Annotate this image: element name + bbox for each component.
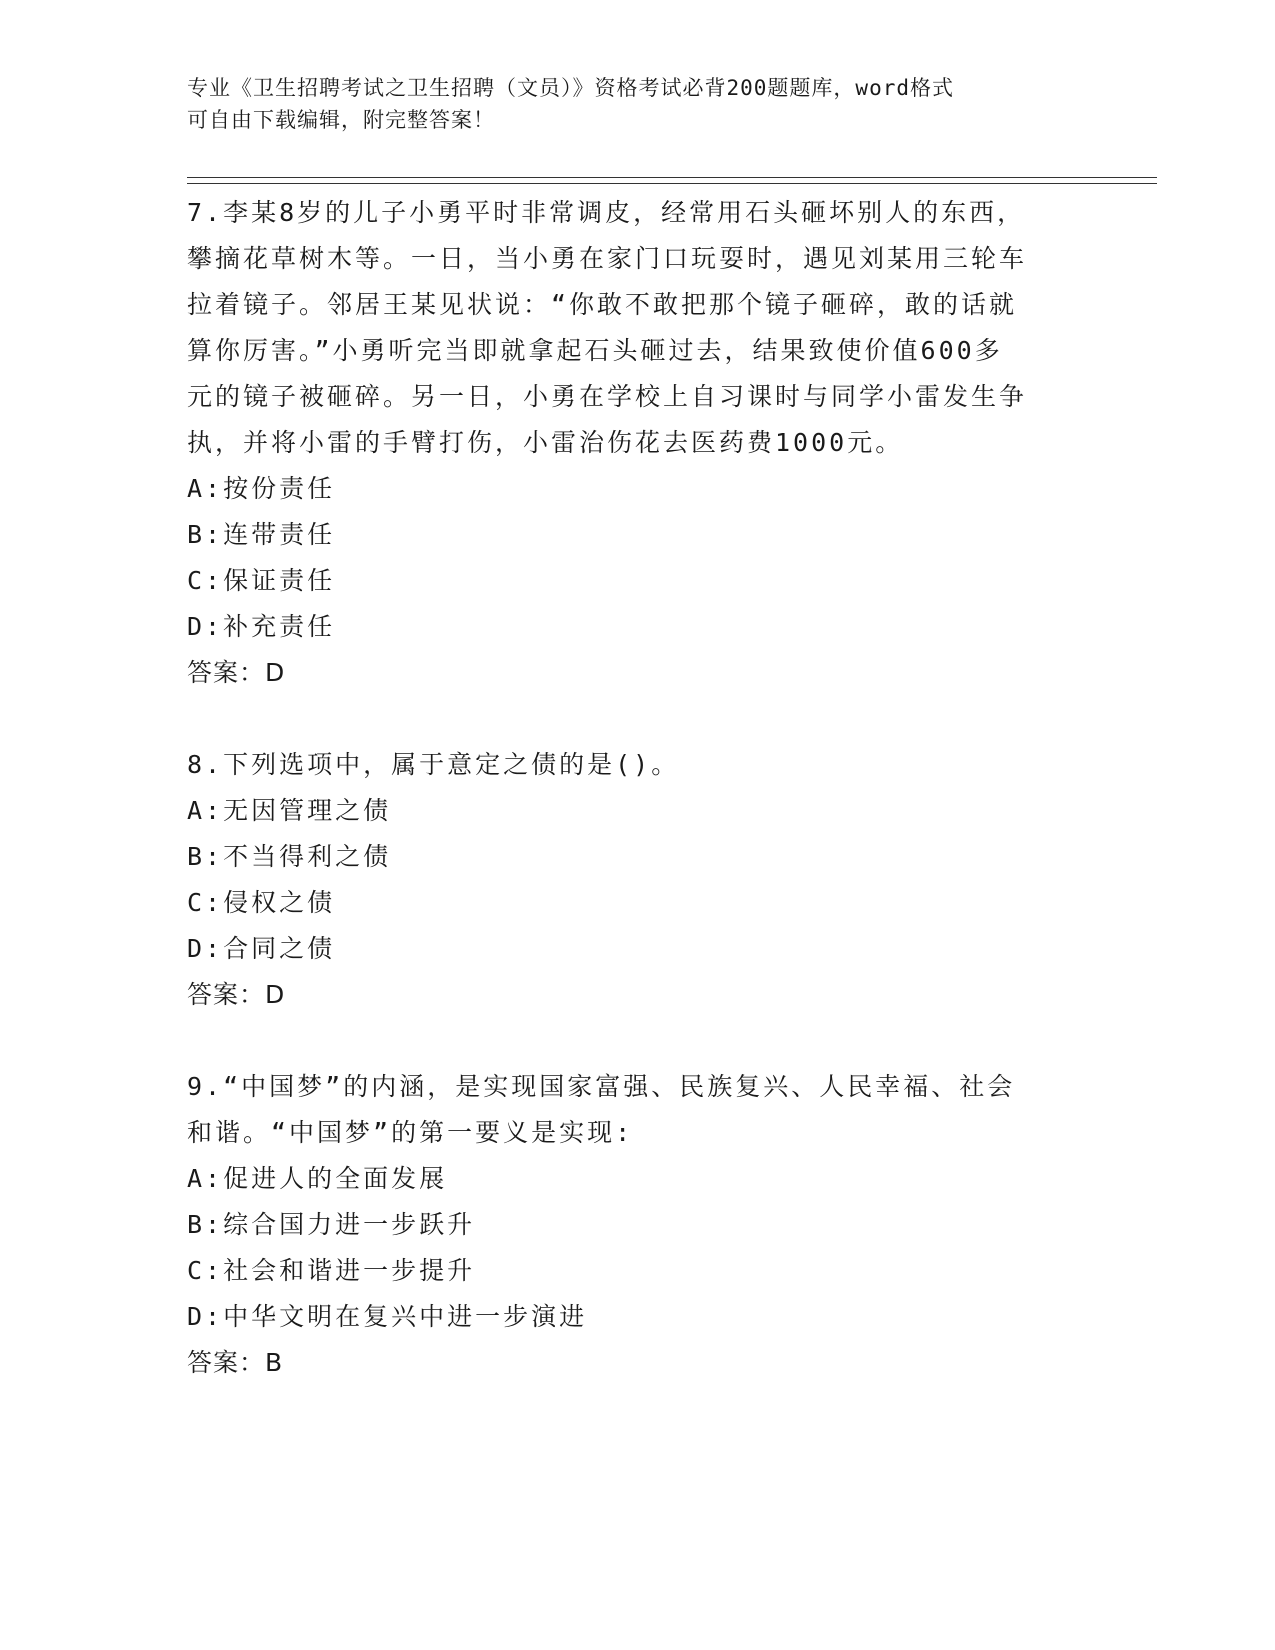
question-text-line: 算你厉害。”小勇听完当即就拿起石头砸过去，结果致使价值600多 <box>187 336 1003 365</box>
question-list <box>187 190 1087 1386</box>
option-b: B:连带责任 <box>187 520 336 549</box>
option-a: A:无因管理之债 <box>187 796 392 825</box>
question-text-line: 执，并将小雷的手臂打伤，小雷治伤花去医药费1000元。 <box>187 428 904 457</box>
header-line-2: 可自由下载编辑，附完整答案！ <box>187 108 495 132</box>
option-b: B:不当得利之债 <box>187 842 392 871</box>
question-text-line: 拉着镜子。邻居王某见状说：“你敢不敢把那个镜子砸碎，敢的话就 <box>187 290 1018 319</box>
header-line-1: 专业《卫生招聘考试之卫生招聘（文员）》资格考试必背200题题库，word格式 <box>187 76 954 100</box>
question-text-line: 8.下列选项中，属于意定之债的是()。 <box>187 750 680 779</box>
question-7 <box>187 190 1087 696</box>
option-b: B:综合国力进一步跃升 <box>187 1210 476 1239</box>
option-a: A:按份责任 <box>187 474 336 503</box>
option-d: D:中华文明在复兴中进一步演进 <box>187 1302 588 1331</box>
question-8 <box>187 742 1087 1018</box>
header-rule-top <box>187 177 1157 178</box>
option-d: D:合同之债 <box>187 934 336 963</box>
option-c: C:保证责任 <box>187 566 336 595</box>
answer-label: 答案：D <box>187 658 286 687</box>
question-text-line: 7.李某8岁的儿子小勇平时非常调皮，经常用石头砸坏别人的东西， <box>187 198 1026 227</box>
question-text-line: 9.“中国梦”的内涵，是实现国家富强、民族复兴、人民幸福、社会 <box>187 1072 1016 1101</box>
option-a: A:促进人的全面发展 <box>187 1164 448 1193</box>
answer-label: 答案：D <box>187 980 286 1009</box>
option-d: D:补充责任 <box>187 612 336 641</box>
header-rule-bottom <box>187 183 1157 184</box>
document-header <box>187 72 1067 136</box>
answer-label: 答案：B <box>187 1348 284 1377</box>
question-text-line: 元的镜子被砸碎。另一日，小勇在学校上自习课时与同学小雷发生争 <box>187 382 1028 411</box>
option-c: C:侵权之债 <box>187 888 336 917</box>
question-9 <box>187 1064 1087 1386</box>
option-c: C:社会和谐进一步提升 <box>187 1256 476 1285</box>
question-text-line: 和谐。“中国梦”的第一要义是实现: <box>187 1118 634 1147</box>
question-text-line: 攀摘花草树木等。一日，当小勇在家门口玩耍时，遇见刘某用三轮车 <box>187 244 1028 273</box>
